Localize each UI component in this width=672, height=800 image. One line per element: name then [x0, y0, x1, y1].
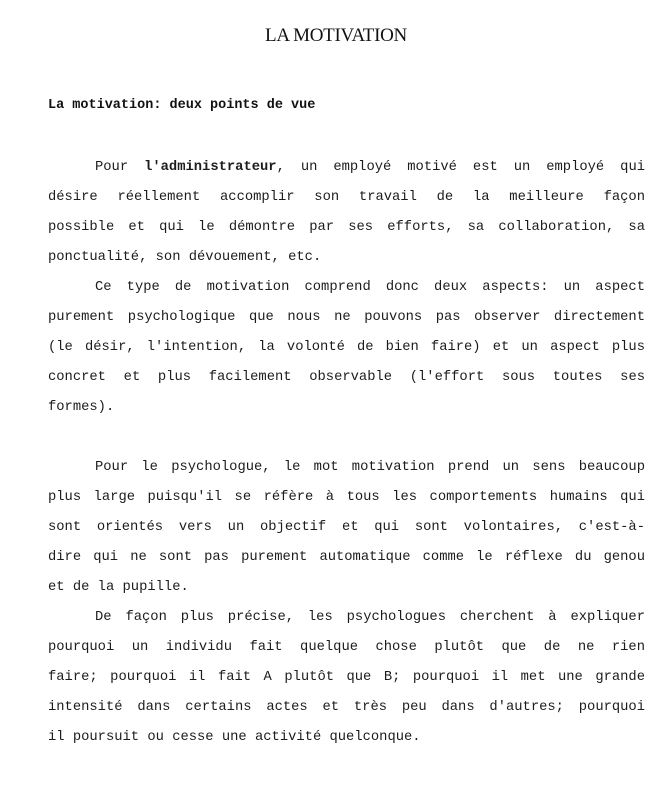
paragraph-line: De façon plus précise, les psychologues cherchent à expliquer — [95, 610, 645, 625]
paragraph-line: dire qui ne sont pas purement automatique comme le réflexe du genou — [48, 550, 645, 565]
paragraph-line: (le désir, l'intention, la volonté de bien faire) et un aspect plus — [48, 340, 645, 355]
text-span: , un employé motivé est un employé qui — [276, 160, 645, 175]
paragraph-line: pourquoi un individu fait quelque chose plutôt que de ne rien — [48, 640, 645, 655]
emphasized-term: l'administrateur — [144, 160, 277, 175]
paragraph-line — [95, 160, 645, 180]
paragraph-line: désire réellement accomplir son travail de la meilleure façon — [48, 190, 645, 205]
paragraph-line: formes). — [48, 400, 115, 415]
paragraph-line: purement psychologique que nous ne pouvons pas observer directement — [48, 310, 645, 325]
paragraph-line: il poursuit ou cesse une activité quelconque. — [48, 730, 421, 745]
paragraph-line: Ce type de motivation comprend donc deux aspects: un aspect — [95, 280, 645, 295]
paragraph-line: possible et qui le démontre par ses efforts, sa collaboration, sa — [48, 220, 645, 235]
paragraph-line: ponctualité, son dévouement, etc. — [48, 250, 322, 265]
paragraph-line: plus large puisqu'il se réfère à tous les comportements humains qui — [48, 490, 645, 505]
paragraph-line: faire; pourquoi il fait A plutôt que B; pourquoi il met une grande — [48, 670, 645, 685]
section-heading: La motivation: deux points de vue — [48, 98, 316, 113]
paragraph-line: intensité dans certains actes et très peu dans d'autres; pourquoi — [48, 700, 645, 715]
text-span: Pour — [95, 160, 145, 175]
paragraph-line: Pour le psychologue, le mot motivation prend un sens beaucoup — [95, 460, 645, 475]
document-title: LA MOTIVATION — [265, 25, 407, 46]
paragraph-line: sont orientés vers un objectif et qui sont volontaires, c'est-à- — [48, 520, 645, 535]
paragraph-line: et de la pupille. — [48, 580, 189, 595]
paragraph-line: concret et plus facilement observable (l'effort sous toutes ses — [48, 370, 645, 385]
